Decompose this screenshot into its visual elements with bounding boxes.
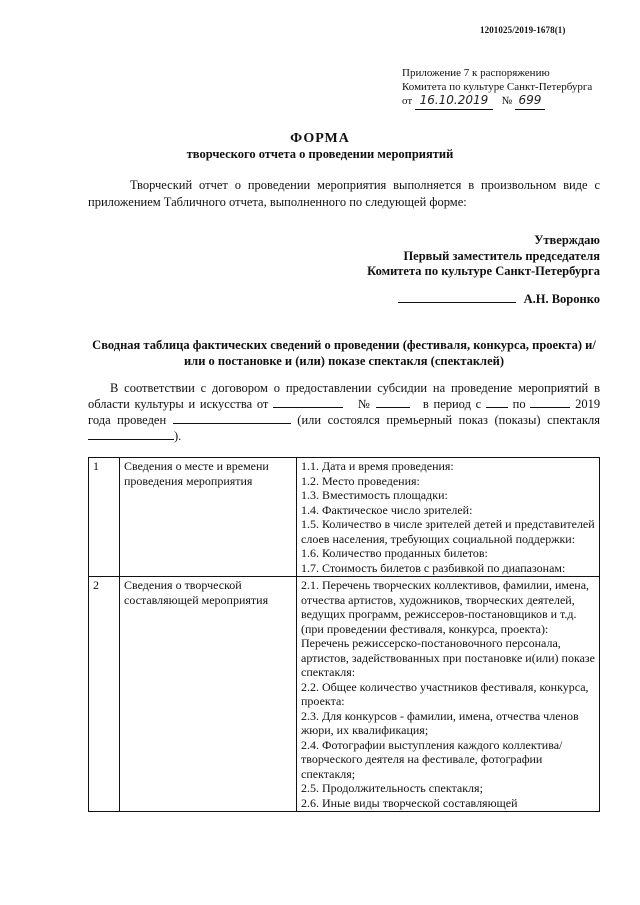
from-label: от [402,95,413,107]
approval-line-2: Первый заместитель председателя [403,248,600,263]
list-item: 1.5. Количество в числе зрителей детей и представителей слоев населения, требующих социальной поддержки: [301,517,595,546]
appendix-date-line [402,94,602,110]
para-text-4: по [512,397,526,411]
list-item: 1.4. Фактическое число зрителей: [301,502,473,517]
handwritten-date: 16.10.2019 [415,94,493,110]
approval-line-1: Утверждаю [534,233,600,247]
signatory-name: А.Н. Воронко [523,292,600,306]
list-item: 2.6. Иные виды творческой составляющей [301,795,518,810]
para-text-3: в период с [422,397,482,411]
list-item: 1.1. Дата и время проведения: [301,459,454,473]
blank-contract-date [273,406,343,408]
list-item: 2.5. Продолжительность спектакля; [301,781,483,795]
blank-period-start [486,406,508,408]
table-row [89,458,600,577]
list-item: 2.1. Перечень творческих коллективов, фамилии, имена, отчества артистов, художников, творческих деятелей, ведущих программ, режиссеров-постановщиков и т.д. (при проведении фестиваля, конкурса, проекта): [301,578,590,636]
form-title: ФОРМА [290,131,350,146]
table-row [89,577,600,812]
intro-paragraph: Творческий отчет о проведении мероприятия выполняется в произвольном виде с приложением Табличного отчета, выполненного по следующей форме: [88,178,600,209]
form-subtitle: творческого отчета о проведении мероприятий [186,147,454,161]
para-text-2: № [357,397,372,411]
number-label: № [501,95,513,107]
contract-paragraph [88,380,600,444]
approval-block [367,233,600,280]
signature-blank [398,302,516,303]
row-number: 1 [89,458,120,577]
para-text-6: (или состоялся премьерный показ (показы) спектакля [297,413,601,427]
list-item: Перечень режиссерско-постановочного персонала, артистов, задействованных при постановке и(или) показе спектакля: [301,636,595,679]
appendix-line-2: Комитета по культуре Санкт-Петербурга [402,80,593,93]
list-item: 1.6. Количество проданных билетов: [301,546,488,560]
summary-table-title: Сводная таблица фактических сведений о проведении (фестиваля, конкурса, проекта) и/или о постановке и (или) показе спектакля (спектаклей) [92,338,596,368]
row-title: Сведения о творческой составляющей мероприятия [120,577,297,812]
blank-period-end [530,406,570,408]
signature-line [398,292,600,307]
list-item: 1.2. Место проведения: [301,473,420,488]
blank-contract-number [376,406,410,408]
blank-performance-name [88,438,174,440]
row-title: Сведения о месте и времени проведения мероприятия [120,458,297,577]
list-item: 1.3. Вместимость площадки: [301,488,448,502]
appendix-note [402,67,602,110]
list-item: 1.7. Стоимость билетов с разбивкой по диапазонам: [301,560,566,575]
blank-event-name [173,422,291,424]
document-code: 1201025/2019-1678(1) [480,25,566,35]
list-item: 2.3. Для конкурсов - фамилии, имена, отчества членов жюри, их квалификация; [301,708,579,737]
list-item: 2.2. Общее количество участников фестиваля, конкурса, проекта: [301,679,589,708]
row-number: 2 [89,577,120,812]
row-items [297,458,600,577]
appendix-line-1: Приложение 7 к распоряжению [402,67,550,79]
row-items [297,577,600,812]
handwritten-number: 699 [515,94,545,110]
para-text-5: 2019 года проведен [88,397,601,427]
approval-line-3: Комитета по культуре Санкт-Петербурга [367,264,600,278]
para-text-7: ). [174,429,182,443]
report-table [88,457,600,812]
para-text-1: В соответствии с договором о предоставлении субсидии на проведение мероприятий в области культуры и искусства от [88,381,600,411]
list-item: 2.4. Фотографии выступления каждого коллектива/творческого деятеля на фестивале, фотографии спектакля; [301,737,563,781]
